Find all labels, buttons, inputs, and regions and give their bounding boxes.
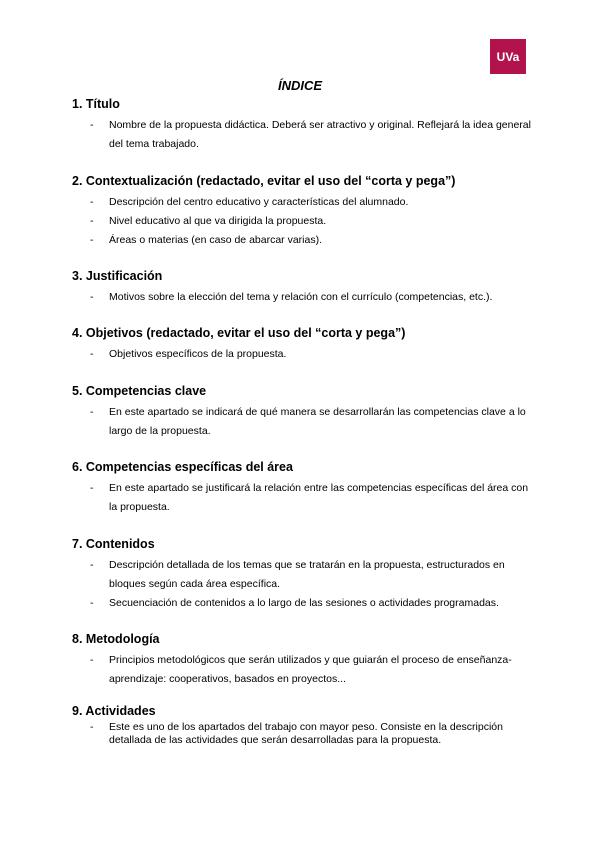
page-title: ÍNDICE — [277, 78, 323, 93]
list-item: - Objetivos específicos de la propuesta. — [90, 348, 287, 360]
list-item: - Áreas o materias (en caso de abarcar varias). — [90, 234, 323, 246]
list-item: - Secuenciación de contenidos a lo largo de las sesiones o actividades programadas. — [90, 597, 499, 609]
section-actividades — [72, 703, 532, 747]
section-contextualizacion — [72, 173, 532, 250]
section-metodologia — [72, 631, 532, 689]
section-heading: 1. Título — [72, 97, 120, 111]
list-item: - Principios metodológicos que serán utilizados y que guiarán el proceso de enseñanza-aprendizaje: cooperativos, basados en proyectos... — [90, 654, 512, 685]
section-competencias-clave — [72, 383, 532, 441]
list-item: - Nivel educativo al que va dirigida la propuesta. — [90, 215, 327, 227]
section-heading: 3. Justificación — [72, 269, 163, 283]
section-justificacion — [72, 268, 532, 307]
section-heading: 5. Competencias clave — [72, 384, 207, 398]
list-item: - En este apartado se indicará de qué manera se desarrollarán las competencias clave a lo largo de la propuesta. — [90, 406, 526, 437]
section-heading: 6. Competencias específicas del área — [72, 460, 293, 474]
section-heading: 8. Metodología — [72, 632, 160, 646]
list-item: - En este apartado se justificará la relación entre las competencias específicas del área con la propuesta. — [90, 482, 529, 513]
uva-logo: UVa — [490, 39, 526, 74]
section-heading: 2. Contextualización (redactado, evitar el uso del “corta y pega”) — [72, 174, 456, 188]
section-heading: 4. Objetivos (redactado, evitar el uso del “corta y pega”) — [72, 326, 406, 340]
list-item: - Motivos sobre la elección del tema y relación con el currículo (competencias, etc.). — [90, 291, 493, 303]
section-competencias-especificas — [72, 459, 532, 517]
section-objetivos — [72, 325, 532, 364]
section-contenidos — [72, 536, 532, 613]
section-heading: 9. Actividades — [72, 704, 156, 718]
list-item: - Este es uno de los apartados del trabajo con mayor peso. Consiste en la descripción detallada de las actividades que serán desarrolladas para la propuesta. — [90, 721, 503, 746]
section-titulo — [72, 96, 532, 154]
list-item: - Nombre de la propuesta didáctica. Deberá ser atractivo y original. Reflejará la idea general del tema trabajado. — [90, 119, 531, 150]
list-item: - Descripción detallada de los temas que se tratarán en la propuesta, estructurados en bloques según cada área específica. — [90, 559, 505, 590]
section-heading: 7. Contenidos — [72, 537, 155, 551]
list-item: - Descripción del centro educativo y características del alumnado. — [90, 196, 409, 208]
